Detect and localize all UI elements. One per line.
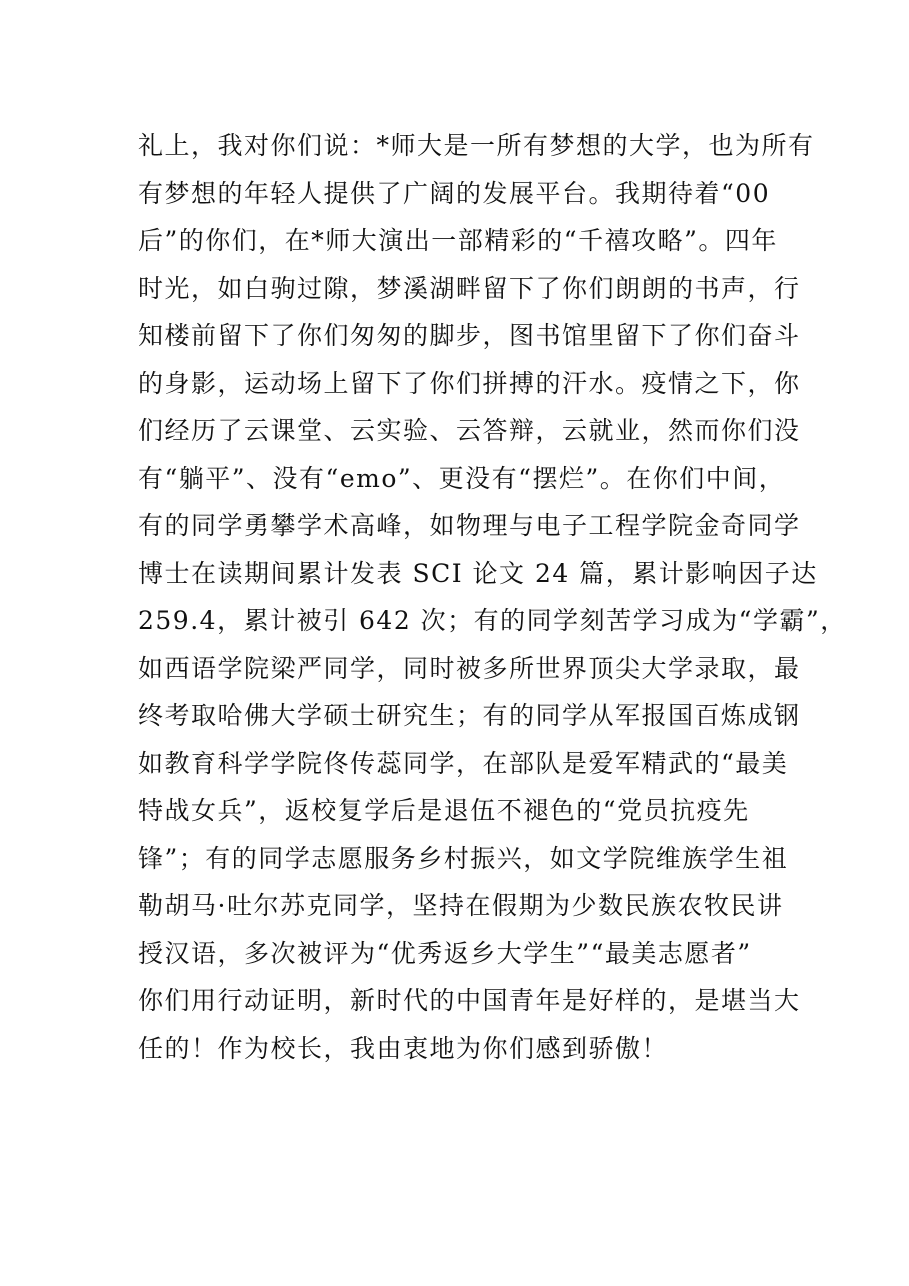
text-line-14: 如教育科学学院佟传蕊同学，在部队是爱军精武的“最美 xyxy=(138,748,789,778)
text-line-13: 终考取哈佛大学硕士研究生；有的同学从军报国百炼成钢 xyxy=(138,701,801,730)
text-line-15: 特战女兵”，返校复学后是退伍不褪色的“党员抗疫先 xyxy=(138,796,750,825)
text-line-7: 们经历了云课堂、云实验、云答辩，云就业，然而你们没 xyxy=(138,416,801,445)
text-line-11: 259.4，累计被引 642 次；有的同学刻苦学习成为“学霸”， xyxy=(138,606,847,635)
text-line-16: 锋”；有的同学志愿服务乡村振兴，如文学院维族学生祖 xyxy=(138,843,789,873)
text-line-20: 任的！作为校长，我由衷地为你们感到骄傲！ xyxy=(138,1033,669,1063)
text-line-6: 的身影，运动场上留下了你们拼搏的汗水。疫情之下，你 xyxy=(138,368,801,398)
body-paragraph xyxy=(138,122,847,1072)
text-line-9: 有的同学勇攀学术高峰，如物理与电子工程学院金奇同学 xyxy=(138,511,801,540)
text-line-4: 时光，如白驹过隙，梦溪湖畔留下了你们朗朗的书声，行 xyxy=(138,273,801,303)
text-line-12: 如西语学院梁严同学，同时被多所世界顶尖大学录取，最 xyxy=(138,653,801,683)
text-line-19: 你们用行动证明，新时代的中国青年是好样的，是堪当大 xyxy=(138,986,801,1015)
text-line-1: 礼上，我对你们说：*师大是一所有梦想的大学，也为所有 xyxy=(138,131,815,160)
text-line-3: 后”的你们，在*师大演出一部精彩的“千禧攻略”。四年 xyxy=(138,226,778,255)
text-line-5: 知楼前留下了你们匆匆的脚步，图书馆里留下了你们奋斗 xyxy=(138,321,801,350)
text-line-2: 有梦想的年轻人提供了广阔的发展平台。我期待着“00 xyxy=(138,178,771,208)
text-line-8: 有“躺平”、没有“emo”、更没有“摆烂”。在你们中间， xyxy=(138,463,786,493)
text-line-17: 勒胡马·吐尔苏克同学，坚持在假期为少数民族农牧民讲 xyxy=(138,891,784,920)
text-line-10: 博士在读期间累计发表 SCI 论文 24 篇，累计影响因子达 xyxy=(138,558,818,588)
text-line-18: 授汉语，多次被评为“优秀返乡大学生”“最美志愿者” xyxy=(138,938,752,968)
